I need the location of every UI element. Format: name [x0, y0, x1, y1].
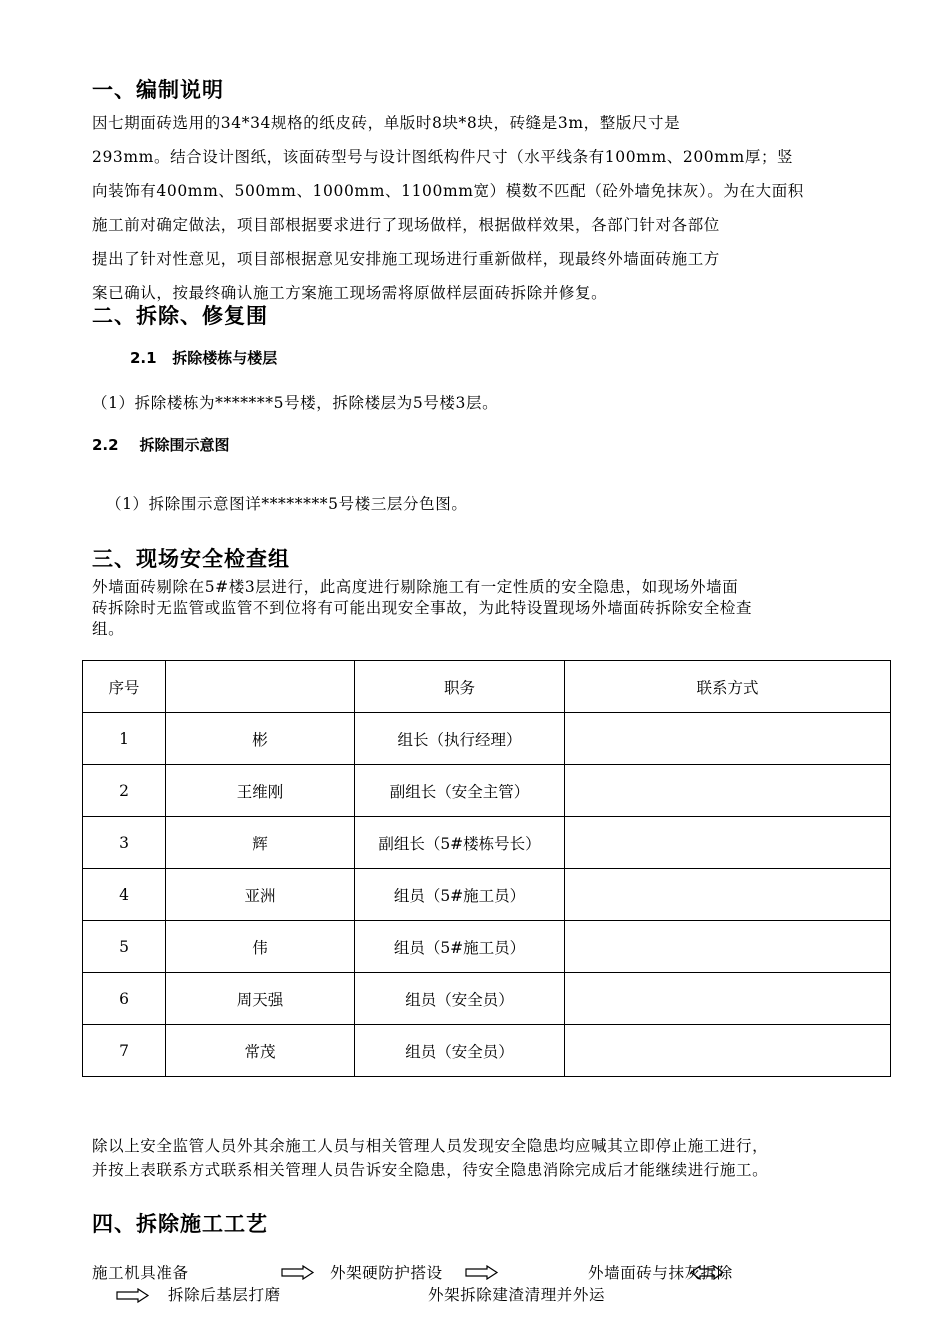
- table-row: [83, 973, 891, 1025]
- safety-team-table: [82, 660, 891, 1077]
- subsection-2-2-title: 2.2 拆除围示意图: [92, 436, 230, 454]
- body-line: 293mm。结合设计图纸，该面砖型号与设计图纸构件尺寸（水平线条有100mm、200mm厚；竖: [92, 148, 794, 166]
- body-line: 砖拆除时无监管或监管不到位将有可能出现安全事故，为此特设置现场外墙面砖拆除安全检查: [92, 599, 753, 617]
- process-step-3: 外墙面砖与抹灰拆除: [588, 1264, 733, 1282]
- table-row: [83, 765, 891, 817]
- cell-name: 彬: [166, 713, 355, 765]
- subsection-2-1-title: 2.1 拆除楼栋与楼层: [130, 349, 278, 367]
- cell-role: 副组长（5#楼栋号长）: [355, 817, 565, 869]
- cell-role: 副组长（安全主管）: [355, 765, 565, 817]
- cell-role: 组长（执行经理）: [355, 713, 565, 765]
- section-4-title: 四、拆除施工工艺: [92, 1212, 268, 1236]
- cell-contact: [565, 713, 891, 765]
- subsection-2-2-text: （1）拆除围示意图详********5号楼三层分色图。: [106, 495, 468, 513]
- body-line: 外墙面砖剔除在5#楼3层进行，此高度进行剔除施工有一定性质的安全隐患，如现场外墙面: [92, 578, 739, 596]
- cell-no: 6: [83, 973, 166, 1025]
- cell-contact: [565, 973, 891, 1025]
- section-3-title: 三、现场安全检查组: [92, 547, 290, 571]
- cell-no: 1: [83, 713, 166, 765]
- body-line: 组。: [92, 620, 125, 638]
- hollow-arrow-icon: [281, 1265, 315, 1280]
- note-line: 除以上安全监管人员外其余施工人员与相关管理人员发现安全隐患均应喊其立即停止施工进行，: [92, 1137, 769, 1155]
- header-name: [166, 661, 355, 713]
- cell-contact: [565, 869, 891, 921]
- body-line: 施工前对确定做法，项目部根据要求进行了现场做样，根据做样效果，各部门针对各部位: [92, 216, 720, 234]
- cell-role: 组员（5#施工员）: [355, 921, 565, 973]
- cell-no: 3: [83, 817, 166, 869]
- header-contact: 联系方式: [565, 661, 891, 713]
- double-arrow-icon: [690, 1265, 724, 1280]
- table-row: [83, 921, 891, 973]
- cell-role: 组员（安全员）: [355, 973, 565, 1025]
- header-role: 职务: [355, 661, 565, 713]
- section-1-title: 一、编制说明: [92, 78, 224, 102]
- header-no: 序号: [83, 661, 166, 713]
- cell-name: 辉: [166, 817, 355, 869]
- subsection-2-1-text: （1）拆除楼栋为*******5号楼，拆除楼层为5号楼3层。: [92, 394, 499, 412]
- cell-name: 周天强: [166, 973, 355, 1025]
- cell-name: 王维刚: [166, 765, 355, 817]
- section-3-body: [92, 577, 752, 640]
- body-line: 案已确认，按最终确认施工方案施工现场需将原做样层面砖拆除并修复。: [92, 284, 608, 302]
- body-line: 提出了针对性意见，项目部根据意见安排施工现场进行重新做样，现最终外墙面砖施工方: [92, 250, 720, 268]
- cell-no: 4: [83, 869, 166, 921]
- section-3-note: [92, 1134, 768, 1182]
- cell-contact: [565, 921, 891, 973]
- section-2-title: 二、拆除、修复围: [92, 304, 268, 328]
- cell-contact: [565, 765, 891, 817]
- body-line: 向装饰有400mm、500mm、1000mm、1100mm宽）模数不匹配（砼外墙免抹灰）。为在大面积: [92, 182, 804, 200]
- process-step-5: 外架拆除建渣清理并外运: [428, 1286, 606, 1304]
- cell-name: 常茂: [166, 1025, 355, 1077]
- cell-contact: [565, 1025, 891, 1077]
- section-1-body: [92, 106, 804, 310]
- process-step-4: 拆除后基层打磨: [168, 1286, 281, 1304]
- cell-role: 组员（5#施工员）: [355, 869, 565, 921]
- table-row: [83, 1025, 891, 1077]
- cell-name: 亚洲: [166, 869, 355, 921]
- note-line: 并按上表联系方式联系相关管理人员告诉安全隐患，待安全隐患消除完成后才能继续进行施工。: [92, 1161, 769, 1179]
- table-row: [83, 869, 891, 921]
- hollow-arrow-icon: [116, 1288, 150, 1303]
- cell-name: 伟: [166, 921, 355, 973]
- cell-no: 5: [83, 921, 166, 973]
- body-line: 因七期面砖选用的34*34规格的纸皮砖，单版时8块*8块，砖缝是3m，整版尺寸是: [92, 114, 681, 132]
- process-step-1: 施工机具准备: [92, 1264, 189, 1282]
- cell-role: 组员（安全员）: [355, 1025, 565, 1077]
- process-step-2: 外架硬防护搭设: [330, 1264, 443, 1282]
- table-header-row: [83, 661, 891, 713]
- table-row: [83, 713, 891, 765]
- table-row: [83, 817, 891, 869]
- cell-contact: [565, 817, 891, 869]
- cell-no: 7: [83, 1025, 166, 1077]
- cell-no: 2: [83, 765, 166, 817]
- hollow-arrow-icon: [465, 1265, 499, 1280]
